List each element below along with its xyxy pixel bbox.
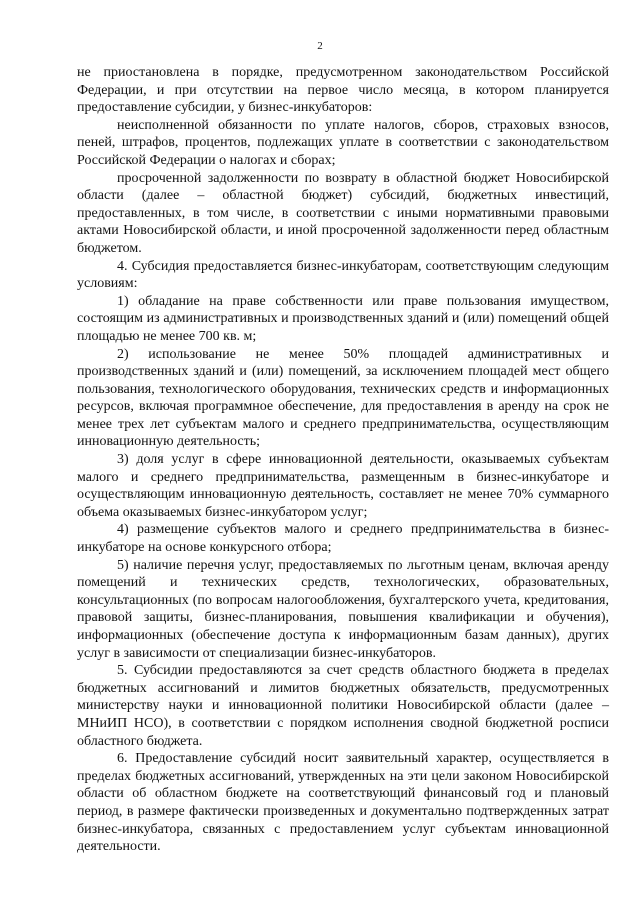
page-number: 2 xyxy=(317,40,323,52)
paragraph-condition-5: 5) наличие перечня услуг, предоставляемых по льготным ценам, включая аренду помещений и технических средств, технологических, образовательных, консультационных (по вопросам налогообложения, бухгалтерского учета, кредитования, правовой защиты, бизнес-планирования, повышения квалификации и обучения), информационных (обеспечение доступа к информационным базам данных), других услуг в зависимости от специализации бизнес-инкубаторов. xyxy=(77,557,609,661)
paragraph-condition-3: 3) доля услуг в сфере инновационной деятельности, оказываемых субъектам малого и среднего предпринимательства, размещенным в бизнес-инкубаторе и осуществляющим инновационную деятельность, составляет не менее 70% суммарного объема оказываемых бизнес-инкубатором услуг; xyxy=(77,452,609,520)
paragraph-item-5: 5. Субсидии предоставляются за счет средств областного бюджета в пределах бюджетных ассигнований и лимитов бюджетных обязательств, предусмотренных министерству науки и инновационной политики Новосибирской области (далее – МНиИП НСО), в соответствии с порядком исполнения сводной бюджетной росписи областного бюджета. xyxy=(77,663,609,749)
paragraph-item-6: 6. Предоставление субсидий носит заявительный характер, осуществляется в пределах бюджетных ассигнований, утвержденных на эти цели законом Новосибирской области об областном бюджете на соответствующий финансовый год и плановый период, в размере фактически произведенных и документально подтвержденных затрат бизнес-инкубатора, связанных с предоставлением услуг субъектам инновационной деятельности. xyxy=(77,751,609,855)
paragraph-tax-obligations: неисполненной обязанности по уплате налогов, сборов, страховых взносов, пеней, штрафов, процентов, подлежащих уплате в соответствии с законодательством Российской Федерации о налогах и сборах; xyxy=(77,117,609,168)
paragraph-continuation: не приостановлена в порядке, предусмотренном законодательством Российской Федерации, и при отсутствии на первое число месяца, в котором планируется предоставление субсидии, у бизнес-инкубаторов: xyxy=(77,65,609,116)
paragraph-item-4: 4. Субсидия предоставляется бизнес-инкубаторам, соответствующим следующим условиям: xyxy=(77,258,609,292)
paragraph-condition-2: 2) использование не менее 50% площадей административных и производственных зданий и (или) помещений, за исключением площадей мест общего пользования, технологического оборудования, технических средств и информационных ресурсов, включая программное обеспечение, для предоставления в аренду на срок не менее трех лет субъектам малого и среднего предпринимательства, осуществляющим инновационную деятельность; xyxy=(77,346,609,450)
paragraph-overdue-debt: просроченной задолженности по возврату в областной бюджет Новосибирской области (далее – областной бюджет) субсидий, бюджетных инвестиций, предоставленных, в том числе, в соответствии с иными нормативными правовыми актами Новосибирской области, и иной просроченной задолженности перед областным бюджетом. xyxy=(77,170,609,256)
paragraph-condition-1: 1) обладание на праве собственности или праве пользования имуществом, состоящим из административных и производственных зданий и (или) помещений общей площадью не менее 700 кв. м; xyxy=(77,293,609,344)
paragraph-condition-4: 4) размещение субъектов малого и среднего предпринимательства в бизнес-инкубаторе на основе конкурсного отбора; xyxy=(77,522,609,556)
document-body xyxy=(77,64,609,856)
